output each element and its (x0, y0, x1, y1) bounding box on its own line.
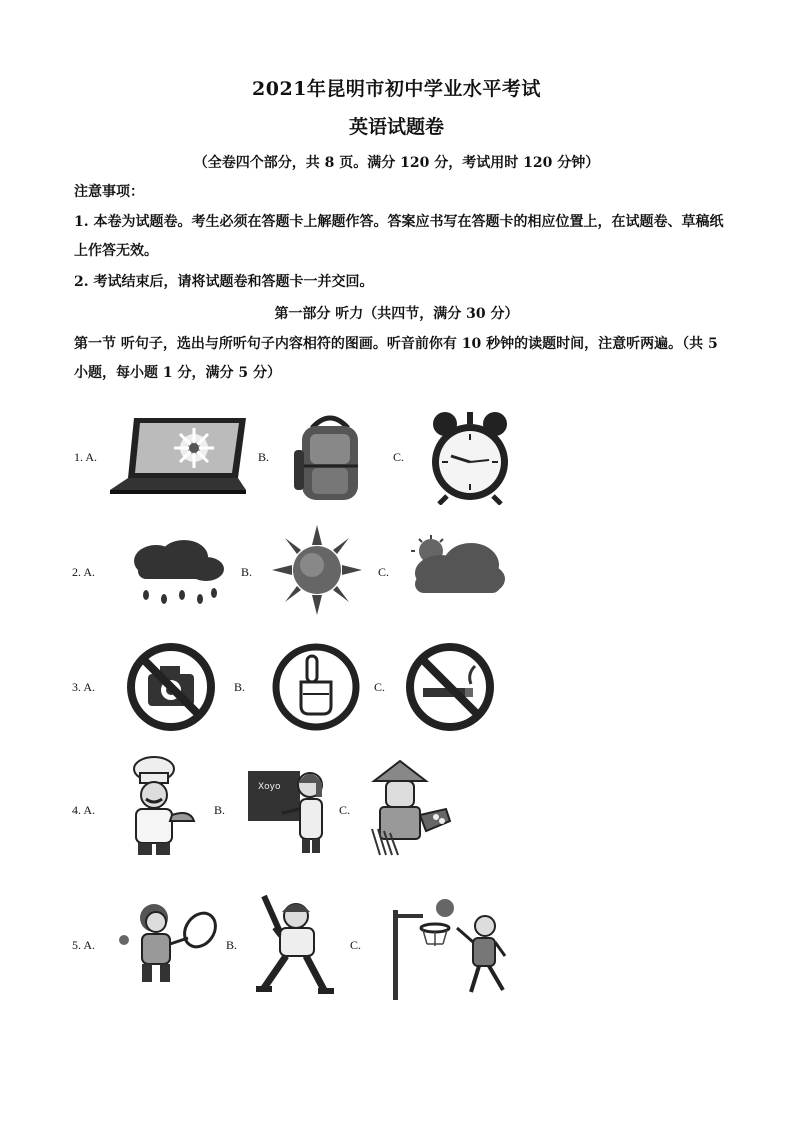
question-label: B. (226, 938, 238, 952)
question-label: 2. A. (72, 565, 96, 579)
exam-subtitle: 英语试题卷 (348, 116, 444, 138)
exam-info: （全卷四个部分，共 8 页。满分 120 分，考试用时 120 分钟） (193, 155, 600, 171)
partly-cloudy-icon (405, 535, 505, 600)
teacher-icon (246, 765, 331, 855)
question-label: C. (374, 680, 386, 694)
svg-text:Xoyo: Xoyo (258, 782, 281, 792)
question-label: B. (234, 680, 246, 694)
laptop-icon (108, 416, 248, 496)
no-smoking-icon (405, 642, 495, 732)
question-label: C. (339, 803, 351, 817)
question-label: B. (258, 450, 270, 464)
alarm-clock-icon (425, 410, 515, 505)
question-label: 1. A. (74, 450, 98, 464)
rain-cloud-icon (126, 539, 226, 609)
question-label: 5. A. (72, 938, 96, 952)
section1-instructions: 第一节 听句子，选出与所听句子内容相符的图画。听音前你有 10 秒钟的读题时间，注意听两遍。（共 5 小题，每小题 1 分，满分 5 分） (74, 336, 718, 381)
notice-heading: 注意事项： (74, 184, 144, 200)
part1-heading: 第一部分 听力（共四节，满分 30 分） (274, 306, 519, 322)
notice-rule-2: 2. 考试结束后，请将试题卷和答题卡一并交回。 (74, 274, 374, 290)
question-label: C. (350, 938, 362, 952)
tennis-icon (116, 900, 221, 992)
no-photos-icon (126, 642, 216, 732)
question-label: B. (241, 565, 253, 579)
question-label: C. (393, 450, 405, 464)
farmer-icon (366, 759, 461, 859)
question-label: 4. A. (72, 803, 96, 817)
question-label: C. (378, 565, 390, 579)
baseball-icon (250, 892, 335, 997)
sun-icon (272, 525, 362, 615)
notice-rule-1: 1. 本卷为试题卷。考生必须在答题卡上解题作答。答案应书写在答题卡的相应位置上，在试题卷、草稿纸上作答无效。 (74, 214, 724, 259)
chef-icon (118, 755, 198, 860)
backpack-icon (290, 410, 370, 505)
keep-quiet-icon (271, 642, 361, 732)
question-label: 3. A. (72, 680, 96, 694)
exam-title: 2021年昆明市初中学业水平考试 (252, 78, 541, 100)
basketball-icon (383, 880, 523, 1002)
question-label: B. (214, 803, 226, 817)
